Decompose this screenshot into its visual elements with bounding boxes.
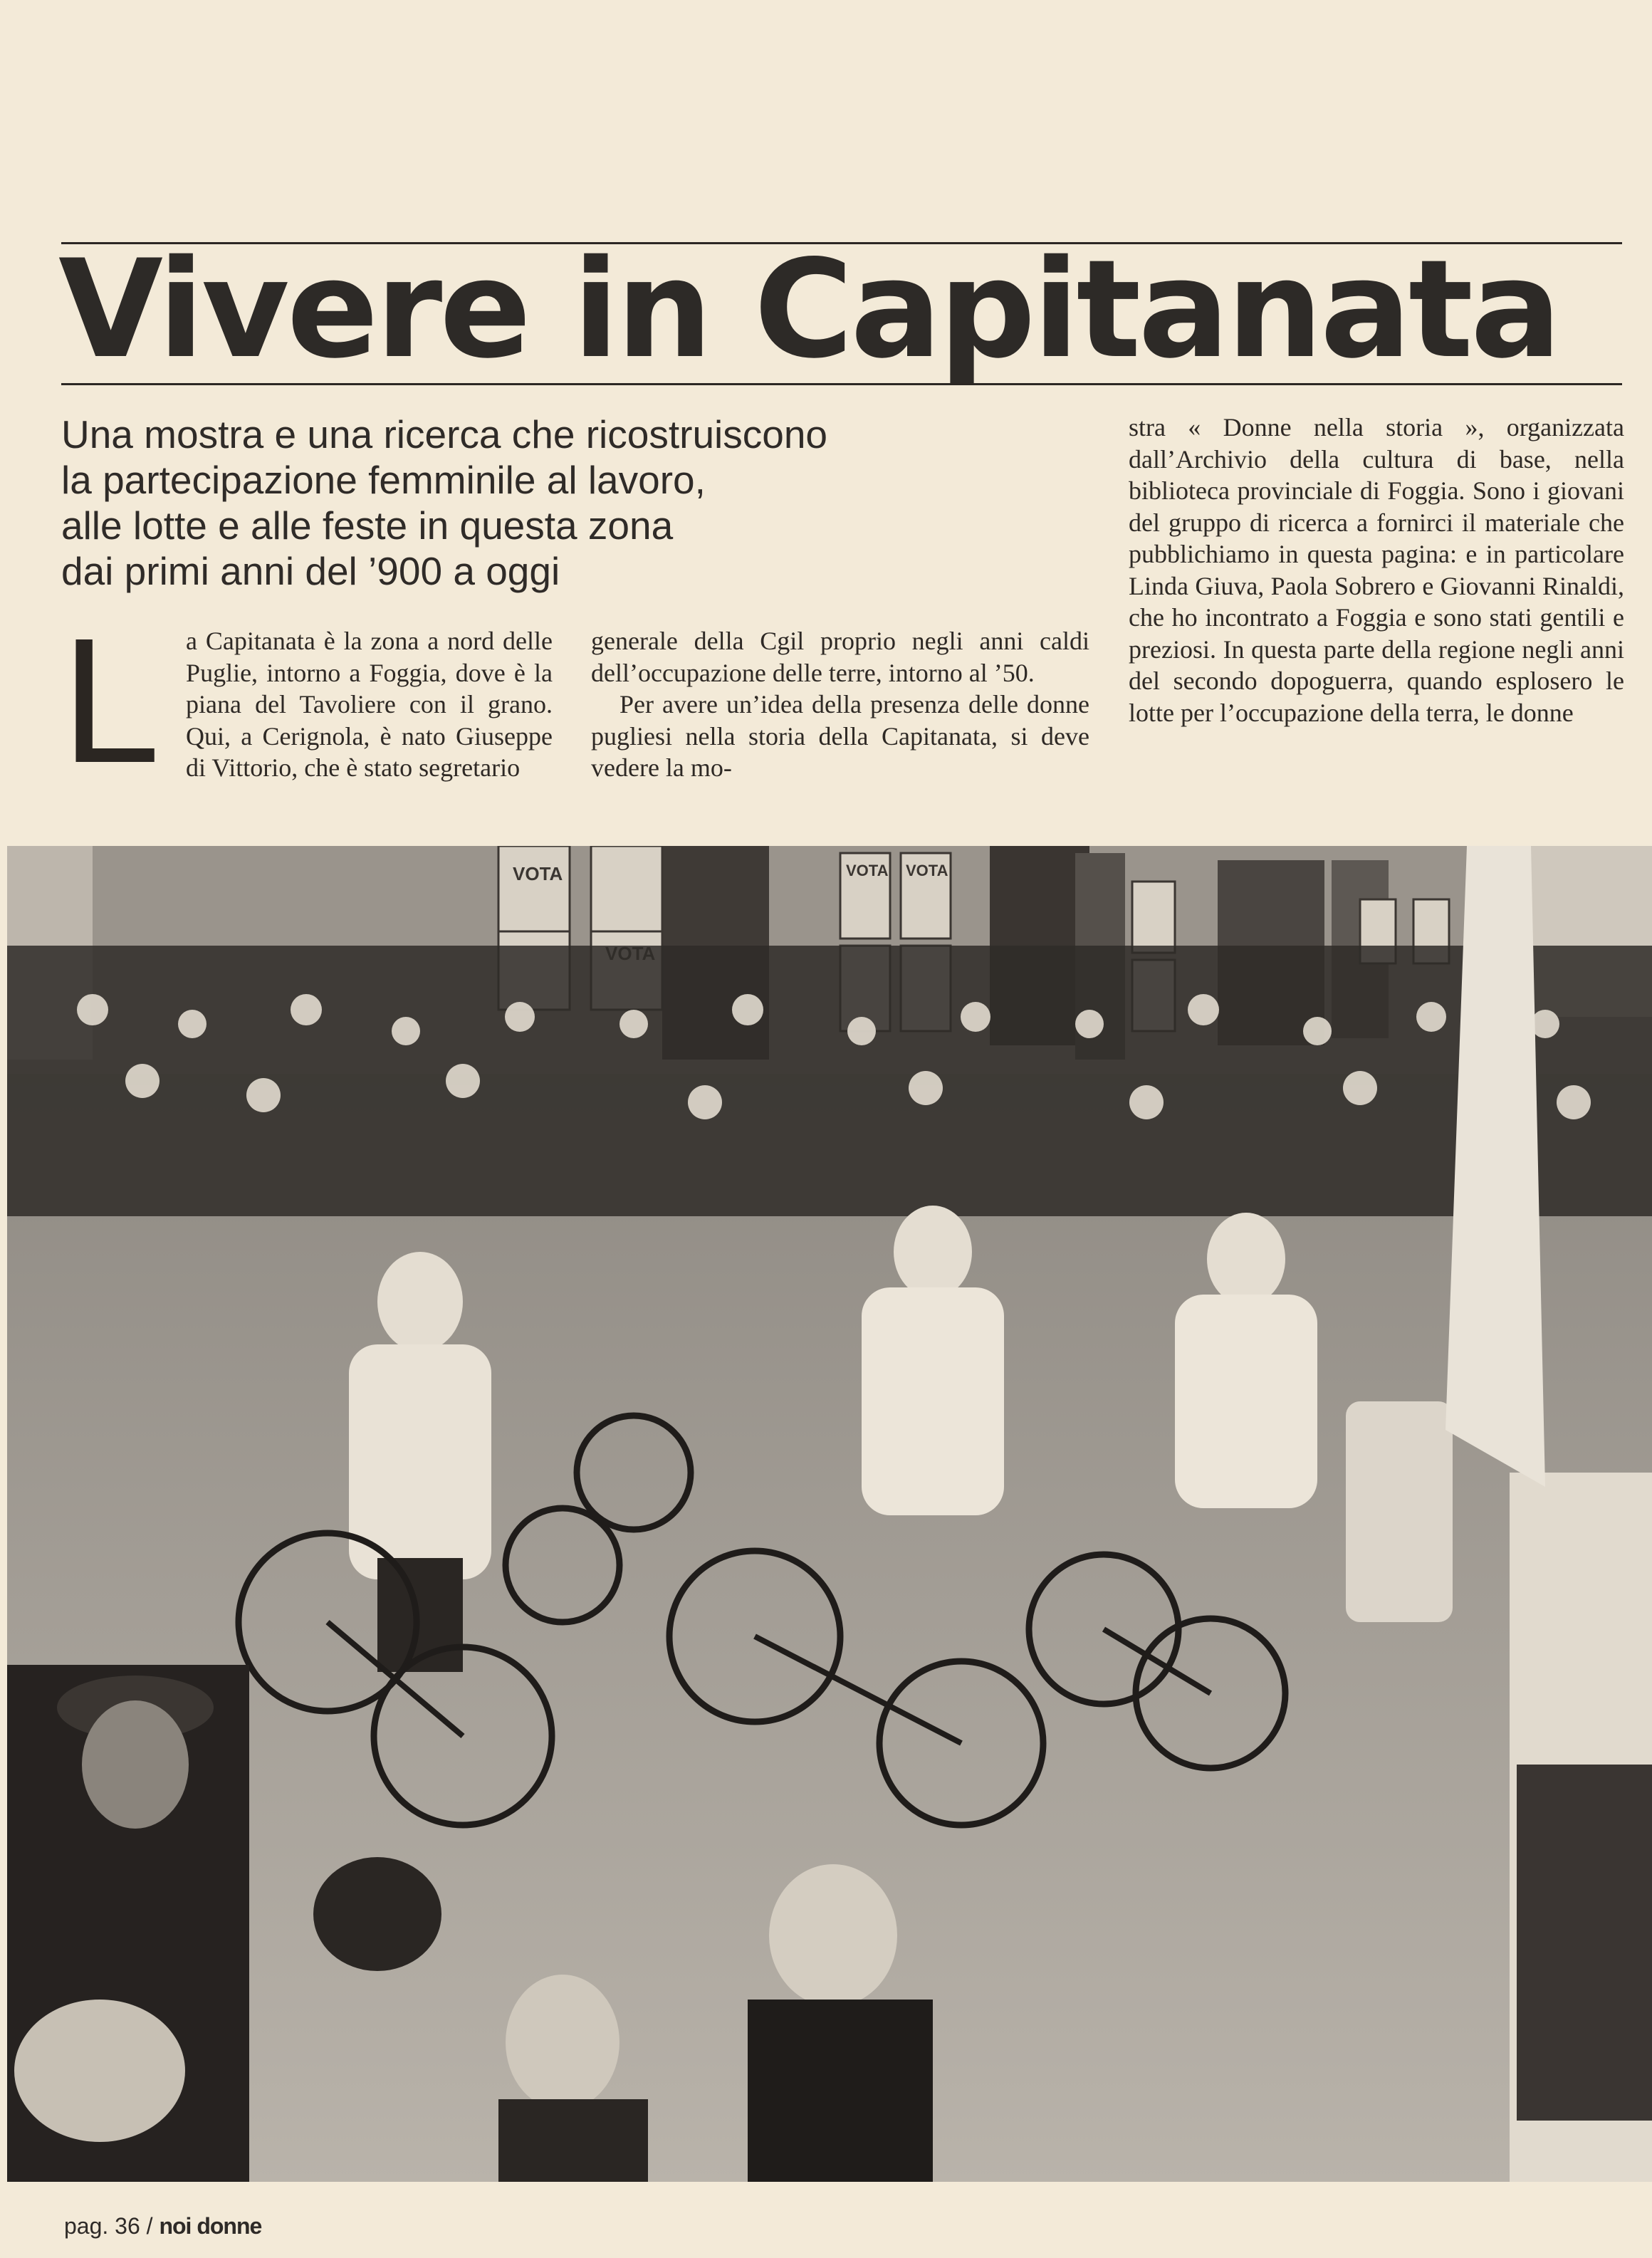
article-title: Vivere in Capitanata <box>58 231 1559 388</box>
title-bottom-rule <box>61 383 1622 385</box>
paragraph-mostra: Per avere un’idea della presenza delle donne pugliesi nella storia della Capitanata, si deve vedere la mo- <box>591 690 1089 782</box>
photo-illustration <box>7 846 1652 2182</box>
paragraph-archivio: stra « Donne nella storia », organizzata dall’Archivio della cultura di base, nella biblioteca provinciale di Foggia. Sono i giovani del gruppo di ricerca a fornirci il materiale che pubblichiamo in questa pagina: e in particolare Linda Giuva, Paola Sobrero e Giovanni Rinaldi, che ho incontrato a Foggia e sono stati gentili e preziosi. In questa parte della regione negli anni del secondo dopoguerra, quando esplosero le lotte per l’occupazione della terra, le donne <box>1129 413 1624 727</box>
text-column-middle <box>591 625 1089 823</box>
poster-label: VOTA <box>513 863 563 884</box>
historical-photo-women-bicycles <box>7 846 1652 2182</box>
paragraph-cgil: generale della Cgil proprio negli anni caldi dell’occupazione delle terre, intorno al ’50. <box>591 627 1089 687</box>
text-column-left <box>61 625 553 823</box>
dropcap: L <box>61 625 161 800</box>
paragraph-intro: a Capitanata è la zona a nord delle Puglie, intorno a Foggia, dove è la piana del Tavoliere con il grano. Qui, a Cerignola, è nato Giuseppe di Vittorio, che è stato segretario <box>186 627 553 782</box>
magazine-name: noi donne <box>159 2213 262 2239</box>
text-column-right <box>1129 412 1624 823</box>
article-subtitle: Una mostra e una ricerca che ricostruiscono la partecipazione femminile al lavoro, alle lotte e alle feste in questa zona dai primi anni del ’900 a oggi <box>61 412 828 593</box>
poster-label: VOTA <box>846 862 889 879</box>
poster-label: VOTA <box>906 862 948 879</box>
page-number: pag. 36 / <box>64 2213 153 2239</box>
page-footer <box>64 2213 261 2239</box>
